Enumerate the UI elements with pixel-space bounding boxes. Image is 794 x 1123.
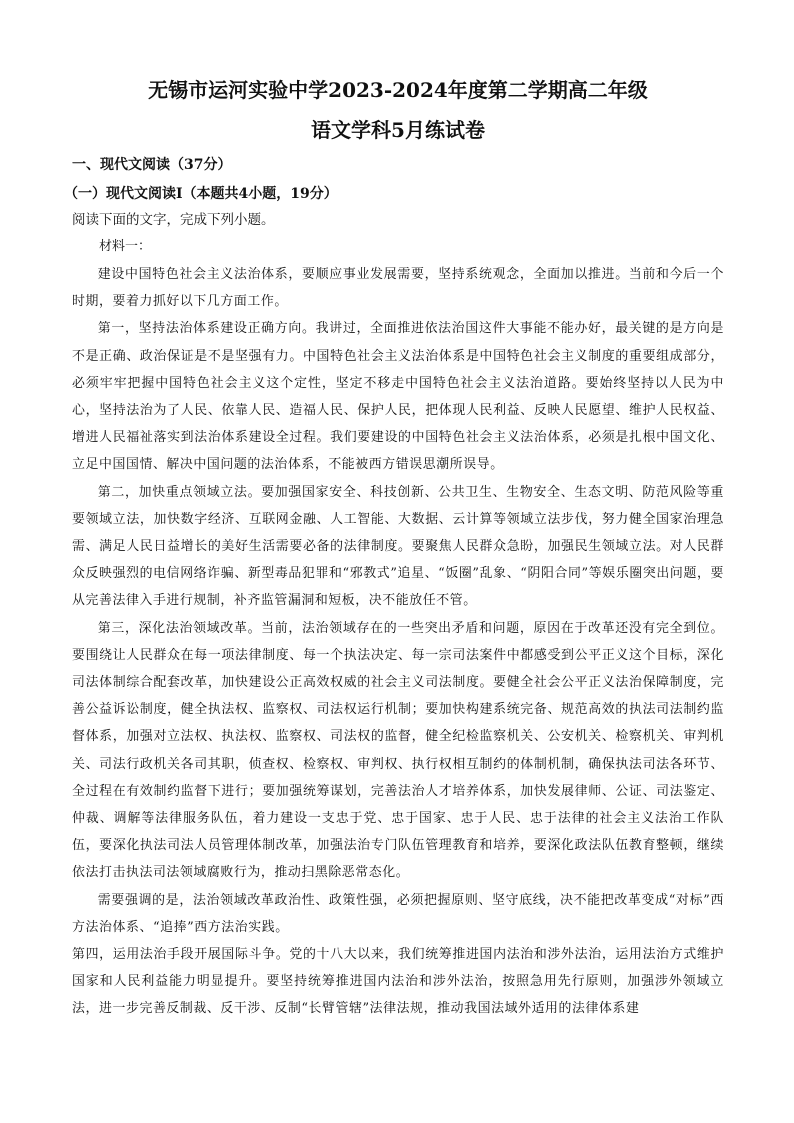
paragraph-fourth-point: 第四，运用法治手段开展国际斗争。党的十八大以来，我们统筹推进国内法治和涉外法治，运用法治方式维护国家和人民利益能力明显提升。要坚持统筹推进国内法治和涉外法治，按照急用先行原则，加强涉外领域立法，进一步完善反制裁、反干涉、反制“长臂管辖”法律法规，推动我国法域外适用的法律体系建 [72, 947, 724, 1017]
section-heading: 一、现代文阅读（37分） [72, 157, 232, 173]
reading-instruction: 阅读下面的文字，完成下列小题。 [72, 212, 275, 228]
paragraph-second-point: 第二，加快重点领域立法。要加强国家安全、科技创新、公共卫生、生物安全、生态文明、防范风险等重要领域立法，加快数字经济、互联网金融、人工智能、大数据、云计算等领域立法步伐，努力健全国家治理急需、满足人民日益增长的美好生活需要必备的法律制度。要聚焦人民群众急盼，加强民生领域立法。对人民群众反映强烈的电信网络诈骗、新型毒品犯罪和“邪教式”追星、“饭圈”乱象、“阴阳合同”等娱乐圈突出问题，要从完善法律入手进行规制，补齐监管漏洞和短板，决不能放任不管。 [72, 484, 724, 609]
paragraph-intro: 建设中国特色社会主义法治体系，要顺应事业发展需要，坚持系统观念，全面加以推进。当前和今后一个时期，要着力抓好以下几方面工作。 [72, 267, 724, 310]
material-label: 材料一： [99, 239, 152, 254]
subsection-heading: （一）现代文阅读Ⅰ（本题共4小题，19分） [64, 186, 338, 202]
paragraph-first-point: 第一，坚持法治体系建设正确方向。我讲过，全面推进依法治国这件大事能不能办好，最关键的是方向是不是正确、政治保证是不是坚强有力。中国特色社会主义法治体系是中国特色社会主义制度的重要组成部分，必须牢牢把握中国特色社会主义这个定性，坚定不移走中国特色社会主义法治道路。要始终坚持以人民为中心，坚持法治为了人民、依靠人民、造福人民、保护人民，把体现人民利益、反映人民愿望、维护人民权益、增进人民福祉落实到法治体系建设全过程。我们要建设的中国特色社会主义法治体系，必须是扎根中国文化、立足中国国情、解决中国问题的法治体系，不能被西方错误思潮所误导。 [72, 321, 724, 473]
document-title: 无锡市运河实验中学2023-2024年度第二学期高二年级 [148, 78, 648, 102]
document-subtitle: 语文学科5月练试卷 [311, 118, 485, 142]
paragraph-emphasis: 需要强调的是，法治领域改革政治性、政策性强，必须把握原则、坚守底线，决不能把改革变成“对标”西方法治体系、“追捧”西方法治实践。 [72, 892, 724, 935]
document-page [64, 0, 724, 1123]
paragraph-third-point: 第三，深化法治领域改革。当前，法治领域存在的一些突出矛盾和问题，原因在于改革还没有完全到位。要围绕让人民群众在每一项法律制度、每一个执法决定、每一宗司法案件中都感受到公平正义这个目标，深化司法体制综合配套改革，加快建设公正高效权威的社会主义司法制度。要健全社会公平正义法治保障制度，完善公益诉讼制度，健全执法权、监察权、司法权运行机制；要加快构建系统完备、规范高效的执法司法制约监督体系，加强对立法权、执法权、监察权、司法权的监督，健全纪检监察机关、公安机关、检察机关、审判机关、司法行政机关各司其职，侦查权、检察权、审判权、执行权相互制约的体制机制，确保执法司法各环节、全过程在有效制约监督下进行；要加强统筹谋划，完善法治人才培养体系，加快发展律师、公证、司法鉴定、仲裁、调解等法律服务队伍，着力建设一支忠于党、忠于国家、忠于人民、忠于法律的社会主义法治工作队伍，要深化执法司法人员管理体制改革，加强法治专门队伍管理教育和培养，要深化政法队伍教育整顿，继续依法打击执法司法领域腐败行为，推动扫黑除恶常态化。 [72, 620, 724, 881]
